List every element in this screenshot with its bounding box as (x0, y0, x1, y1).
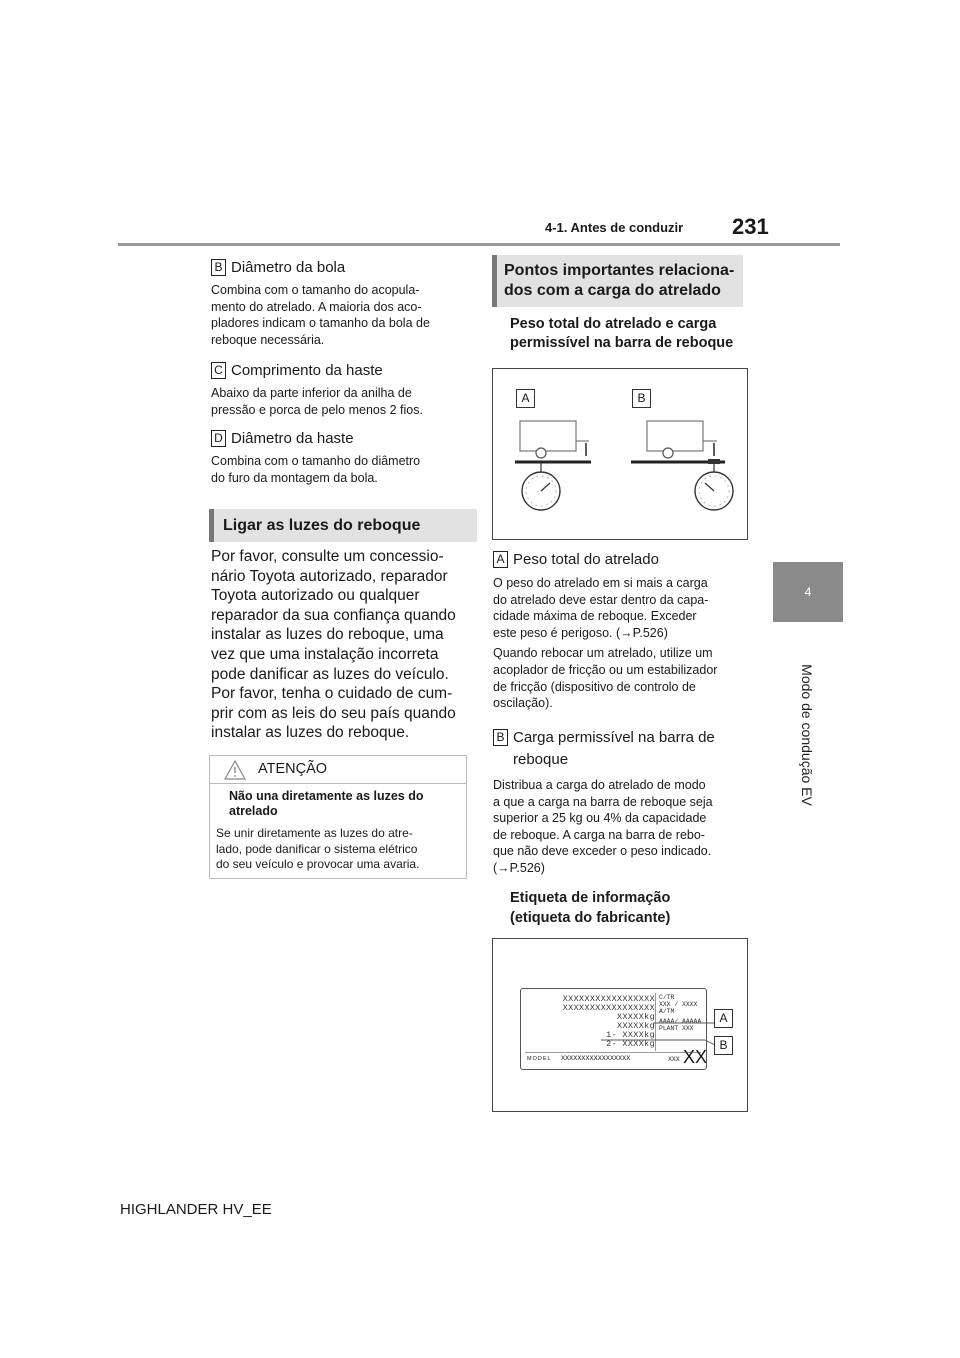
trailer-wheel-shape (536, 448, 546, 458)
text-line: mento do atrelado. A maioria dos aco- (211, 299, 422, 314)
warning-triangle-icon (224, 760, 246, 780)
tag-c: C (211, 362, 226, 379)
text-line: instalar as luzes do reboque, uma (211, 626, 444, 644)
text-line: Quando rebocar um atrelado, utilize um (493, 646, 713, 661)
text-line: Por favor, consulte um concessio- (211, 548, 444, 565)
text-line: pode danificar as luzes do veículo. (211, 665, 449, 683)
text-line: do atrelado deve estar dentro da capa- (493, 592, 709, 607)
text-line: (etiqueta do fabricante) (510, 910, 671, 926)
text-line: O peso do atrelado em si mais a carga (493, 576, 708, 590)
trailer-wheel-shape (663, 448, 673, 458)
text-line: do seu veículo e provocar uma avaria. (216, 857, 420, 871)
item-title-continued: reboque (513, 751, 569, 768)
text-line: atrelado (229, 804, 278, 818)
trailer-scale-illustration (493, 369, 747, 539)
header-divider (118, 243, 840, 246)
text-line: Toyota autorizado ou qualquer (211, 587, 420, 605)
text-line: a que a carga na barra de reboque seja (493, 794, 713, 809)
lights-paragraph (211, 547, 473, 743)
text-line: cidade máxima de reboque. Exceder (493, 609, 697, 624)
text-line: nário Toyota autorizado, reparador (211, 567, 448, 585)
item-description (493, 575, 748, 641)
label-row: XXXXXXXXXXXXXXXXX (562, 994, 655, 1004)
text-line: de fricção (dispositivo de controlo de (493, 679, 696, 694)
text-line: que não deve exceder o peso indicado. (493, 844, 712, 859)
subtitle-weight-load (510, 315, 750, 353)
text-line: Etiqueta de informação (510, 890, 671, 906)
label-leader-lines (493, 939, 747, 1111)
figure-label-a: A (714, 1009, 733, 1028)
item-description (211, 453, 471, 486)
trailer-body-shape (520, 421, 576, 451)
text-line: prir com as leis do seu país quando (211, 704, 456, 722)
text-line: vez que uma instalação incorreta (211, 645, 439, 663)
item-description (211, 385, 471, 418)
text-line: lado, pode danificar o sistema elétrico (216, 841, 418, 856)
warning-header (210, 756, 466, 784)
text-line: do furo da montagem da bola. (211, 470, 378, 485)
label-row: PLANT XXX (659, 1025, 694, 1032)
text-line: Abaixo da parte inferior da anilha de (211, 386, 412, 400)
item-title: Peso total do atrelado (513, 551, 659, 568)
section-title-lights: Ligar as luzes do reboque (209, 509, 477, 542)
label-row: A/TM (659, 1008, 675, 1015)
chapter-tab[interactable]: 4 (773, 562, 843, 622)
tag-d: D (211, 430, 226, 447)
label-row: 2- XXXXkg (606, 1039, 655, 1049)
label-row: XXX / XXXX (659, 1001, 698, 1008)
warning-heading (229, 789, 424, 819)
text-line: Combina com o tamanho do diâmetro (211, 454, 421, 468)
text-line: permissível na barra de reboque (510, 335, 734, 351)
section-title-load (492, 255, 743, 307)
label-row: AAAA/ AAAAA (659, 1018, 702, 1025)
page-number: 231 (732, 214, 769, 239)
trailer-weight-figure (492, 368, 748, 540)
text-line: Não una diretamente as luzes do (229, 789, 424, 803)
text-line: superior a 25 kg ou 4% da capacidade (493, 811, 707, 826)
subtitle-info-label (510, 888, 750, 928)
left-item-c (211, 361, 471, 418)
text-line: (→P.526) (493, 860, 545, 875)
text-line: Pontos importantes relaciona- (504, 262, 735, 279)
item-title: Carga permissível na barra de (513, 729, 715, 746)
text-line: Peso total do atrelado e carga (510, 316, 717, 332)
item-description (211, 282, 471, 348)
chapter-title (795, 630, 819, 840)
text-line: de reboque. A carga na barra de rebo- (493, 827, 705, 842)
bottom-code: XXX (668, 1056, 680, 1063)
label-row: XXXXXkg (617, 1021, 655, 1031)
text-line: Por favor, tenha o cuidado de cum- (211, 685, 453, 703)
left-item-b (211, 258, 471, 348)
section-label: 4-1. Antes de conduzir (545, 220, 684, 235)
text-line: Se unir diretamente as luzes do atre- (216, 826, 413, 840)
model-footer: HIGHLANDER HV_EE (120, 1201, 272, 1218)
item-title: Comprimento da haste (231, 362, 383, 379)
text-line: este peso é perigoso. (→P.526) (493, 625, 668, 640)
text-line: reboque necessária. (211, 332, 325, 347)
trailer-body-shape (647, 421, 703, 451)
model-value: XXXXXXXXXXXXXXXXX (561, 1055, 631, 1063)
text-line: pladores indicam o tamanho da bola de (211, 316, 430, 331)
label-row: C/TR (659, 994, 675, 1001)
item-description (493, 645, 748, 711)
model-label: MODEL (527, 1056, 552, 1062)
tag-b: B (211, 259, 226, 276)
tag-b: B (493, 729, 508, 746)
figure-label-b: B (632, 389, 651, 408)
label-row: XXXXXXXXXXXXXXXXX (562, 1003, 655, 1013)
warning-title: ATENÇÃO (258, 761, 328, 777)
right-item-b (493, 727, 748, 877)
item-title: Diâmetro da haste (231, 430, 354, 447)
warning-box (209, 755, 467, 879)
figure-label-a: A (516, 389, 535, 408)
text-line: dos com a carga do atrelado (504, 282, 721, 299)
label-row: XXXXXkg (617, 1012, 655, 1022)
text-line: Combina com o tamanho do acopula- (211, 283, 420, 297)
item-title: Diâmetro da bola (231, 259, 346, 276)
item-description (493, 777, 748, 877)
text-line: acoplador de fricção ou um estabilizador (493, 662, 718, 677)
text-line: pressão e porca de pelo menos 2 fios. (211, 402, 423, 417)
chapter-title-text: Modo de condução EV (799, 664, 815, 806)
label-row: 1- XXXXkg (606, 1030, 655, 1040)
right-item-a (493, 550, 748, 712)
text-line: instalar as luzes do reboque. (211, 724, 410, 742)
tag-a: A (493, 551, 508, 568)
left-item-d (211, 429, 471, 486)
manufacturer-label-figure (492, 938, 748, 1112)
figure-label-b: B (714, 1036, 733, 1055)
text-line: oscilação). (493, 696, 553, 711)
text-line: Distribua a carga do atrelado de modo (493, 778, 706, 792)
warning-body (216, 826, 419, 873)
big-code: XX (683, 1047, 708, 1067)
text-line: reparador da sua confiança quando (211, 606, 456, 624)
